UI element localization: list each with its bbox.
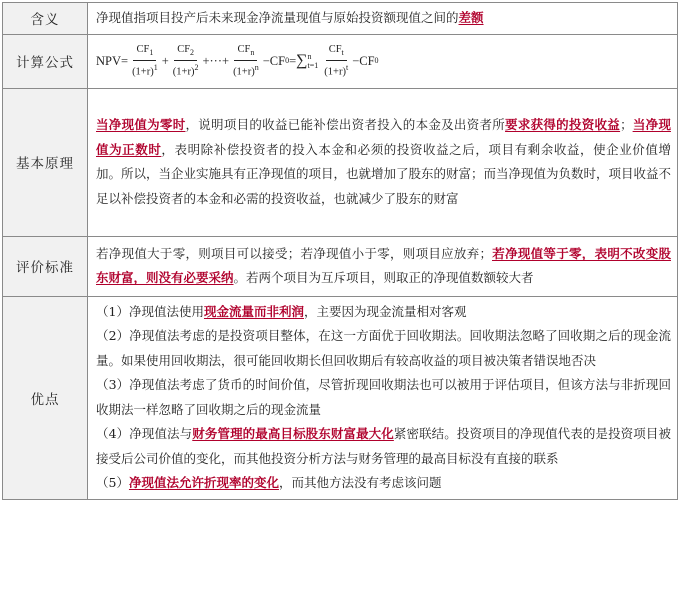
highlight-difference: 差额 [458, 10, 484, 25]
label-definition: 含义 [3, 3, 88, 35]
fraction-term-1: $\frac{CF_1}{(1+r)^1}$ [132, 43, 158, 78]
content-principle: 当净现值为零时，说明项目的收益已能补偿出资者投入的本金及出资者所要求获得的投资收益；当净现值为正数时，表明除补偿投资者的投入本金和必须的投资收益之后，项目有剩余收益，使企业价值增加。所以，当企业实施具有正净现值的项目，也就增加了股东的财富；而当净现值为负数时，项目收益不足以补偿投资者的本金和必需的投资收益，也就减少了股东的财富 [88, 88, 678, 236]
label-criteria: 评价标准 [3, 236, 88, 296]
label-advantages: 优点 [3, 296, 88, 499]
label-formula: 计算公式 [3, 34, 88, 88]
content-definition: 净现值指项目投产后未来现金净流量现值与原始投资额现值之间的差额 [88, 3, 678, 35]
row-principle [3, 88, 678, 236]
fraction-term-t: $\frac{CF_t}{(1+r)^t}$ [324, 43, 349, 78]
advantage-2: （2）净现值法考虑的是投资项目整体，在这一方面优于回收期法。回收期法忽略了回收期之后的现金流量。如果使用回收期法，很可能回收期长但回收期后有较高收益的项目被决策者错误地否决 [96, 328, 671, 368]
row-advantages [3, 296, 678, 499]
row-definition [3, 3, 678, 35]
content-advantages [88, 296, 678, 499]
advantage-5: （5）净现值法允许折现率的变化，而其他方法没有考虑该问题 [96, 475, 442, 490]
label-principle: 基本原理 [3, 88, 88, 236]
row-formula [3, 34, 678, 88]
advantage-1: （1）净现值法使用现金流量而非利润，主要因为现金流量相对客观 [96, 303, 467, 319]
advantage-4: （4）净现值法与财务管理的最高目标股东财富最大化紧密联结。投资项目的净现值代表的是投资项目被接受后公司价值的变化，而其他投资分析方法与财务管理的最高目标没有直接的联系 [96, 426, 671, 466]
content-criteria: 若净现值大于零，则项目可以接受；若净现值小于零，则项目应放弃；若净现值等于零，表明不改变股东财富，则没有必要采纳。若两个项目为互斥项目，则取正的净现值数额较大者 [88, 236, 678, 296]
sigma-symbol: ∑ [296, 51, 308, 69]
advantage-3: （3）净现值法考虑了货币的时间价值，尽管折现回收期法也可以被用于评估项目，但该方法与非折现回收期法一样忽略了回收期之后的现金流量 [96, 377, 671, 417]
row-criteria [3, 236, 678, 296]
content-formula [88, 34, 678, 88]
fraction-term-2: $\frac{CF_2}{(1+r)^2}$ [172, 43, 199, 78]
npv-formula: NPV= $\frac{CF_1}{(1+r)^1}$ + $\frac{CF_2}{(1+r)^2}$ +···+ $\frac{CF_n}{(1+r)^n}$ −CF 0 = ∑ n t=1 $\frac{CF_t}{(1+r)^t}$ −CF 0 [96, 43, 379, 78]
fraction-term-n: $\frac{CF_n}{(1+r)^n}$ [233, 43, 259, 78]
npv-table [2, 2, 678, 500]
